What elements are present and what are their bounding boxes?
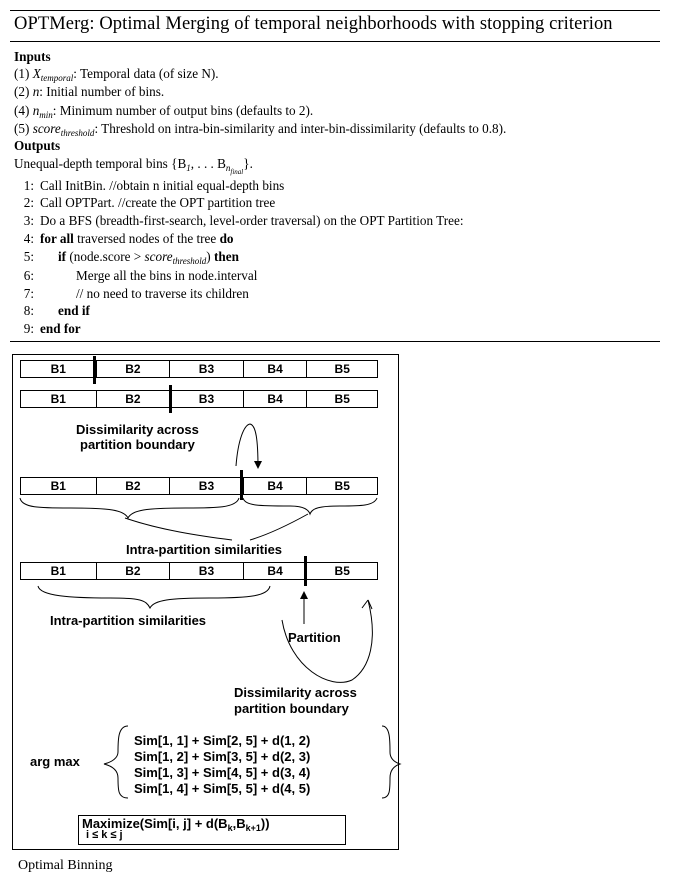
bin-cell: B4 [244, 361, 308, 377]
step-text: Call InitBin. //obtain n initial equal-depth bins [40, 178, 285, 193]
input-text: : Threshold on intra-bin-similarity and inter-bin-dissimilarity (defaults to 0.8). [94, 121, 507, 136]
dissimilarity-label: partition boundary [234, 701, 349, 716]
input-num: (5) [14, 121, 30, 136]
bin-cell: B2 [97, 391, 171, 407]
step-number: 6: [23, 268, 34, 283]
input-symbol: X [32, 66, 41, 81]
dissimilarity-label: partition boundary [80, 437, 195, 452]
formula-line: Sim[1, 3] + Sim[4, 5] + d(3, 4) [134, 765, 311, 780]
input-subscript: min [39, 110, 53, 120]
input-2 [14, 84, 164, 100]
step-text: end for [40, 321, 81, 336]
bin-row-4 [20, 562, 378, 580]
figure-caption: Optimal Binning [18, 858, 113, 873]
inputs-heading: Inputs [14, 49, 51, 64]
argmax-label: arg max [30, 754, 80, 769]
step-number: 3: [23, 213, 34, 228]
input-text: : Minimum number of output bins (defaults to 2). [52, 103, 314, 118]
bottom-rule [10, 341, 660, 342]
bin-cell: B3 [170, 478, 244, 494]
maximize-condition: i ≤ k ≤ j [86, 829, 123, 841]
outputs-heading: Outputs [14, 138, 61, 153]
step-number: 2: [23, 195, 34, 210]
input-num: (2) [14, 84, 30, 99]
top-rule [10, 10, 660, 11]
step-text: end if [58, 303, 90, 318]
bin-cell: B1 [21, 391, 97, 407]
bin-cell: B3 [170, 391, 244, 407]
input-num: (4) [14, 103, 30, 118]
formula-line: Sim[1, 4] + Sim[5, 5] + d(4, 5) [134, 781, 311, 796]
formula-line: Sim[1, 1] + Sim[2, 5] + d(1, 2) [134, 733, 311, 748]
intra-partition-label: Intra-partition similarities [126, 542, 283, 557]
step-text: Merge all the bins in node.interval [76, 268, 258, 283]
bin-cell: B1 [21, 361, 97, 377]
bin-cell: B3 [170, 563, 244, 579]
step-number: 1: [23, 178, 34, 193]
bin-cell: B2 [97, 478, 171, 494]
input-symbol: n [32, 103, 40, 118]
dissimilarity-label: Dissimilarity across [234, 685, 357, 700]
bin-cell: B5 [334, 392, 350, 406]
bin-cell: B5 [334, 479, 350, 493]
step-number: 7: [23, 286, 34, 301]
formula-line: Sim[1, 2] + Sim[3, 5] + d(2, 3) [134, 749, 311, 764]
partition-marker [240, 470, 243, 500]
input-text: : Initial number of bins. [39, 84, 165, 99]
bin-cell: B4 [244, 391, 308, 407]
outputs-text: Unequal-depth temporal bins {$B_1$, . . . $B_{n_{final}}$}. [14, 156, 253, 176]
input-symbol: n [32, 84, 40, 99]
partition-marker [304, 556, 307, 586]
bin-cell: B5 [334, 362, 350, 376]
input-text: : Temporal data (of size N). [73, 66, 219, 81]
input-1 [14, 66, 219, 86]
bin-row-3 [20, 477, 378, 495]
partition-label: Partition [288, 630, 341, 645]
input-subscript: temporal [40, 73, 74, 83]
partition-marker [169, 385, 172, 413]
bin-row-2 [20, 390, 378, 408]
input-num: (1) [14, 66, 30, 81]
dissimilarity-label: Dissimilarity across [76, 422, 199, 437]
partition-marker [93, 356, 96, 384]
step-number: 4: [23, 231, 34, 246]
input-symbol: score [32, 121, 61, 136]
input-4 [14, 103, 313, 123]
intra-partition-label: Intra-partition similarities [50, 613, 207, 628]
bin-cell: B1 [21, 563, 97, 579]
step-number: 9: [23, 321, 34, 336]
bin-row-1 [20, 360, 378, 378]
bin-cell: B3 [170, 361, 244, 377]
input-5 [14, 121, 506, 141]
bin-cell: B2 [97, 563, 171, 579]
step-number: 8: [23, 303, 34, 318]
algorithm-title: OPTMerg: Optimal Merging of temporal neighborhoods with stopping criterion [14, 14, 613, 34]
bin-cell: B5 [334, 564, 350, 578]
title-rule [10, 41, 660, 42]
bin-cell: B1 [21, 478, 97, 494]
bin-cell: B2 [97, 361, 171, 377]
maximize-formula: Maximize(Sim[i, $j] + d(B_k,B_{k+1})$) [82, 816, 270, 833]
step-text: Do a BFS (breadth-first-search, level-order traversal) on the OPT Partition Tree: [40, 213, 464, 228]
step-text: // no need to traverse its children [76, 286, 249, 301]
bin-cell: B4 [244, 478, 308, 494]
step-text: if (node.score > score$_{threshold}$) then [58, 249, 239, 266]
input-subscript: threshold [60, 128, 95, 138]
step-number: 5: [23, 249, 34, 264]
bin-cell: B4 [244, 563, 308, 579]
step-text: Call OPTPart. //create the OPT partition tree [40, 195, 276, 210]
step-text: for all traversed nodes of the tree do [40, 231, 234, 246]
